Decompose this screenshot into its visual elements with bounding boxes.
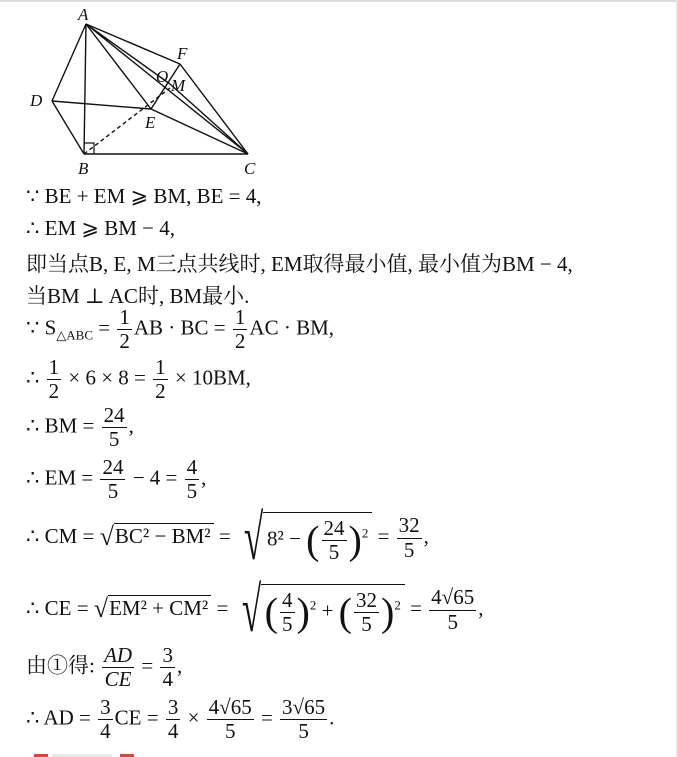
fraction-24-5: $\frac{24}{5}$ — [323, 515, 345, 564]
equals: = — [410, 595, 422, 620]
area-subscript: △ABC — [56, 327, 94, 343]
comma: , — [423, 523, 429, 548]
comma: , — [128, 413, 134, 438]
ce-sqrt-content: EM² + CM² — [108, 595, 211, 620]
equals: = — [98, 315, 111, 340]
fraction-24-5: $\frac{24}{5}$ — [103, 403, 125, 452]
cut-off-footer — [34, 748, 154, 757]
minus-four: − 4 = — [132, 465, 178, 490]
label-o: O — [156, 67, 169, 86]
label-b: B — [78, 159, 89, 178]
line-6 — [26, 356, 251, 403]
line-12 — [26, 696, 334, 743]
fraction-half: $\frac{1}{2}$ — [234, 305, 246, 354]
fraction-3-4: $\frac{3}{4}$ — [100, 695, 111, 744]
therefore: ∴ — [26, 365, 40, 390]
line-7 — [26, 404, 134, 451]
equals: = — [141, 653, 154, 678]
equals: = — [260, 705, 273, 730]
sqrt-sign: √ — [99, 521, 114, 551]
fraction-half: $\frac{1}{2}$ — [119, 305, 130, 354]
ad-prefix: ∴ AD = — [26, 705, 91, 730]
comma: , — [478, 595, 484, 620]
fraction-ad-ce: $\frac{AD}{CE}$ — [104, 643, 133, 692]
cm-prefix: ∴ CM = — [26, 523, 95, 548]
period: . — [329, 705, 335, 730]
area-prefix: ∵ S — [26, 315, 57, 340]
segment-db — [52, 101, 84, 154]
times: × — [187, 705, 200, 730]
fraction-24-5: $\frac{24}{5}$ — [102, 455, 124, 504]
segment-ac — [86, 24, 248, 154]
segment-de — [52, 101, 151, 109]
times-6-8: × 6 × 8 = — [68, 365, 146, 390]
bm-prefix: ∴ BM = — [26, 413, 95, 438]
label-m: M — [171, 76, 186, 95]
equals: = — [377, 523, 390, 548]
label-a: A — [78, 5, 89, 24]
segment-ad — [52, 24, 86, 101]
fraction-4-5: $\frac{4}{5}$ — [186, 455, 198, 504]
fraction-half: $\frac{1}{2}$ — [48, 355, 60, 404]
eight-squared: 8² − — [267, 526, 301, 551]
fraction-3-4: $\frac{3}{4}$ — [162, 643, 173, 692]
label-c: C — [244, 159, 256, 178]
ac-bm-text: AC · BM, — [249, 315, 335, 340]
fraction-3-4: $\frac{3}{4}$ — [167, 695, 179, 744]
from-eq1: 由①得: — [26, 653, 95, 678]
line-9 — [26, 502, 429, 573]
equals: = — [218, 523, 231, 548]
segment-ae — [86, 24, 151, 109]
fraction-4-5: $\frac{4}{5}$ — [282, 587, 293, 636]
em-prefix: ∴ EM = — [26, 465, 94, 490]
segment-fc — [180, 64, 248, 154]
line-5 — [26, 306, 334, 353]
segment-bm-dashed — [84, 88, 170, 154]
big-sqrt: √( $\frac{4}{5}$ )$^2$ + ( $\frac{32}{5}$ )$^2$ — [234, 578, 405, 642]
times-10bm: × 10BM, — [174, 365, 251, 390]
comma: , — [201, 465, 207, 490]
sqrt-sign: √ — [93, 593, 109, 623]
fraction-3root65-5: $\frac{3√65}{5}$ — [282, 695, 326, 744]
top-border — [0, 0, 678, 2]
fraction-half: $\frac{1}{2}$ — [155, 355, 166, 404]
comma: , — [176, 653, 183, 678]
plus: + — [321, 598, 334, 623]
ab-bc-text: AB · BC = — [133, 315, 226, 340]
line-2: ∴ EM ⩾ BM − 4, — [26, 216, 175, 240]
line-10 — [26, 574, 484, 645]
label-e: E — [145, 113, 156, 132]
segment-ab — [84, 24, 86, 154]
line-11 — [26, 644, 182, 691]
line-8 — [26, 456, 206, 503]
line-4: 当BM ⊥ AC时, BM最小. — [26, 284, 250, 308]
equals: = — [216, 595, 229, 620]
fraction-4root65-5: $\frac{4√65}{5}$ — [431, 585, 475, 634]
fraction-4root65-5: $\frac{4√65}{5}$ — [208, 695, 252, 744]
label-d: D — [30, 91, 43, 110]
geometry-figure — [20, 4, 300, 182]
ce-equals: CE = — [114, 705, 159, 730]
fraction-32-5: $\frac{32}{5}$ — [356, 587, 377, 636]
fraction-32-5: $\frac{32}{5}$ — [398, 513, 420, 562]
big-sqrt: √ 8² − ( $\frac{24}{5}$ )$^2$ — [236, 506, 372, 570]
line-1: ∵ BE + EM ⩾ BM, BE = 4, — [26, 184, 262, 208]
ce-prefix: ∴ CE = — [26, 595, 89, 620]
line-3: 即当点B, E, M三点共线时, EM取得最小值, 最小值为BM − 4, — [26, 252, 573, 276]
label-f: F — [177, 44, 188, 63]
cm-sqrt-content: BC² − BM² — [114, 523, 214, 548]
